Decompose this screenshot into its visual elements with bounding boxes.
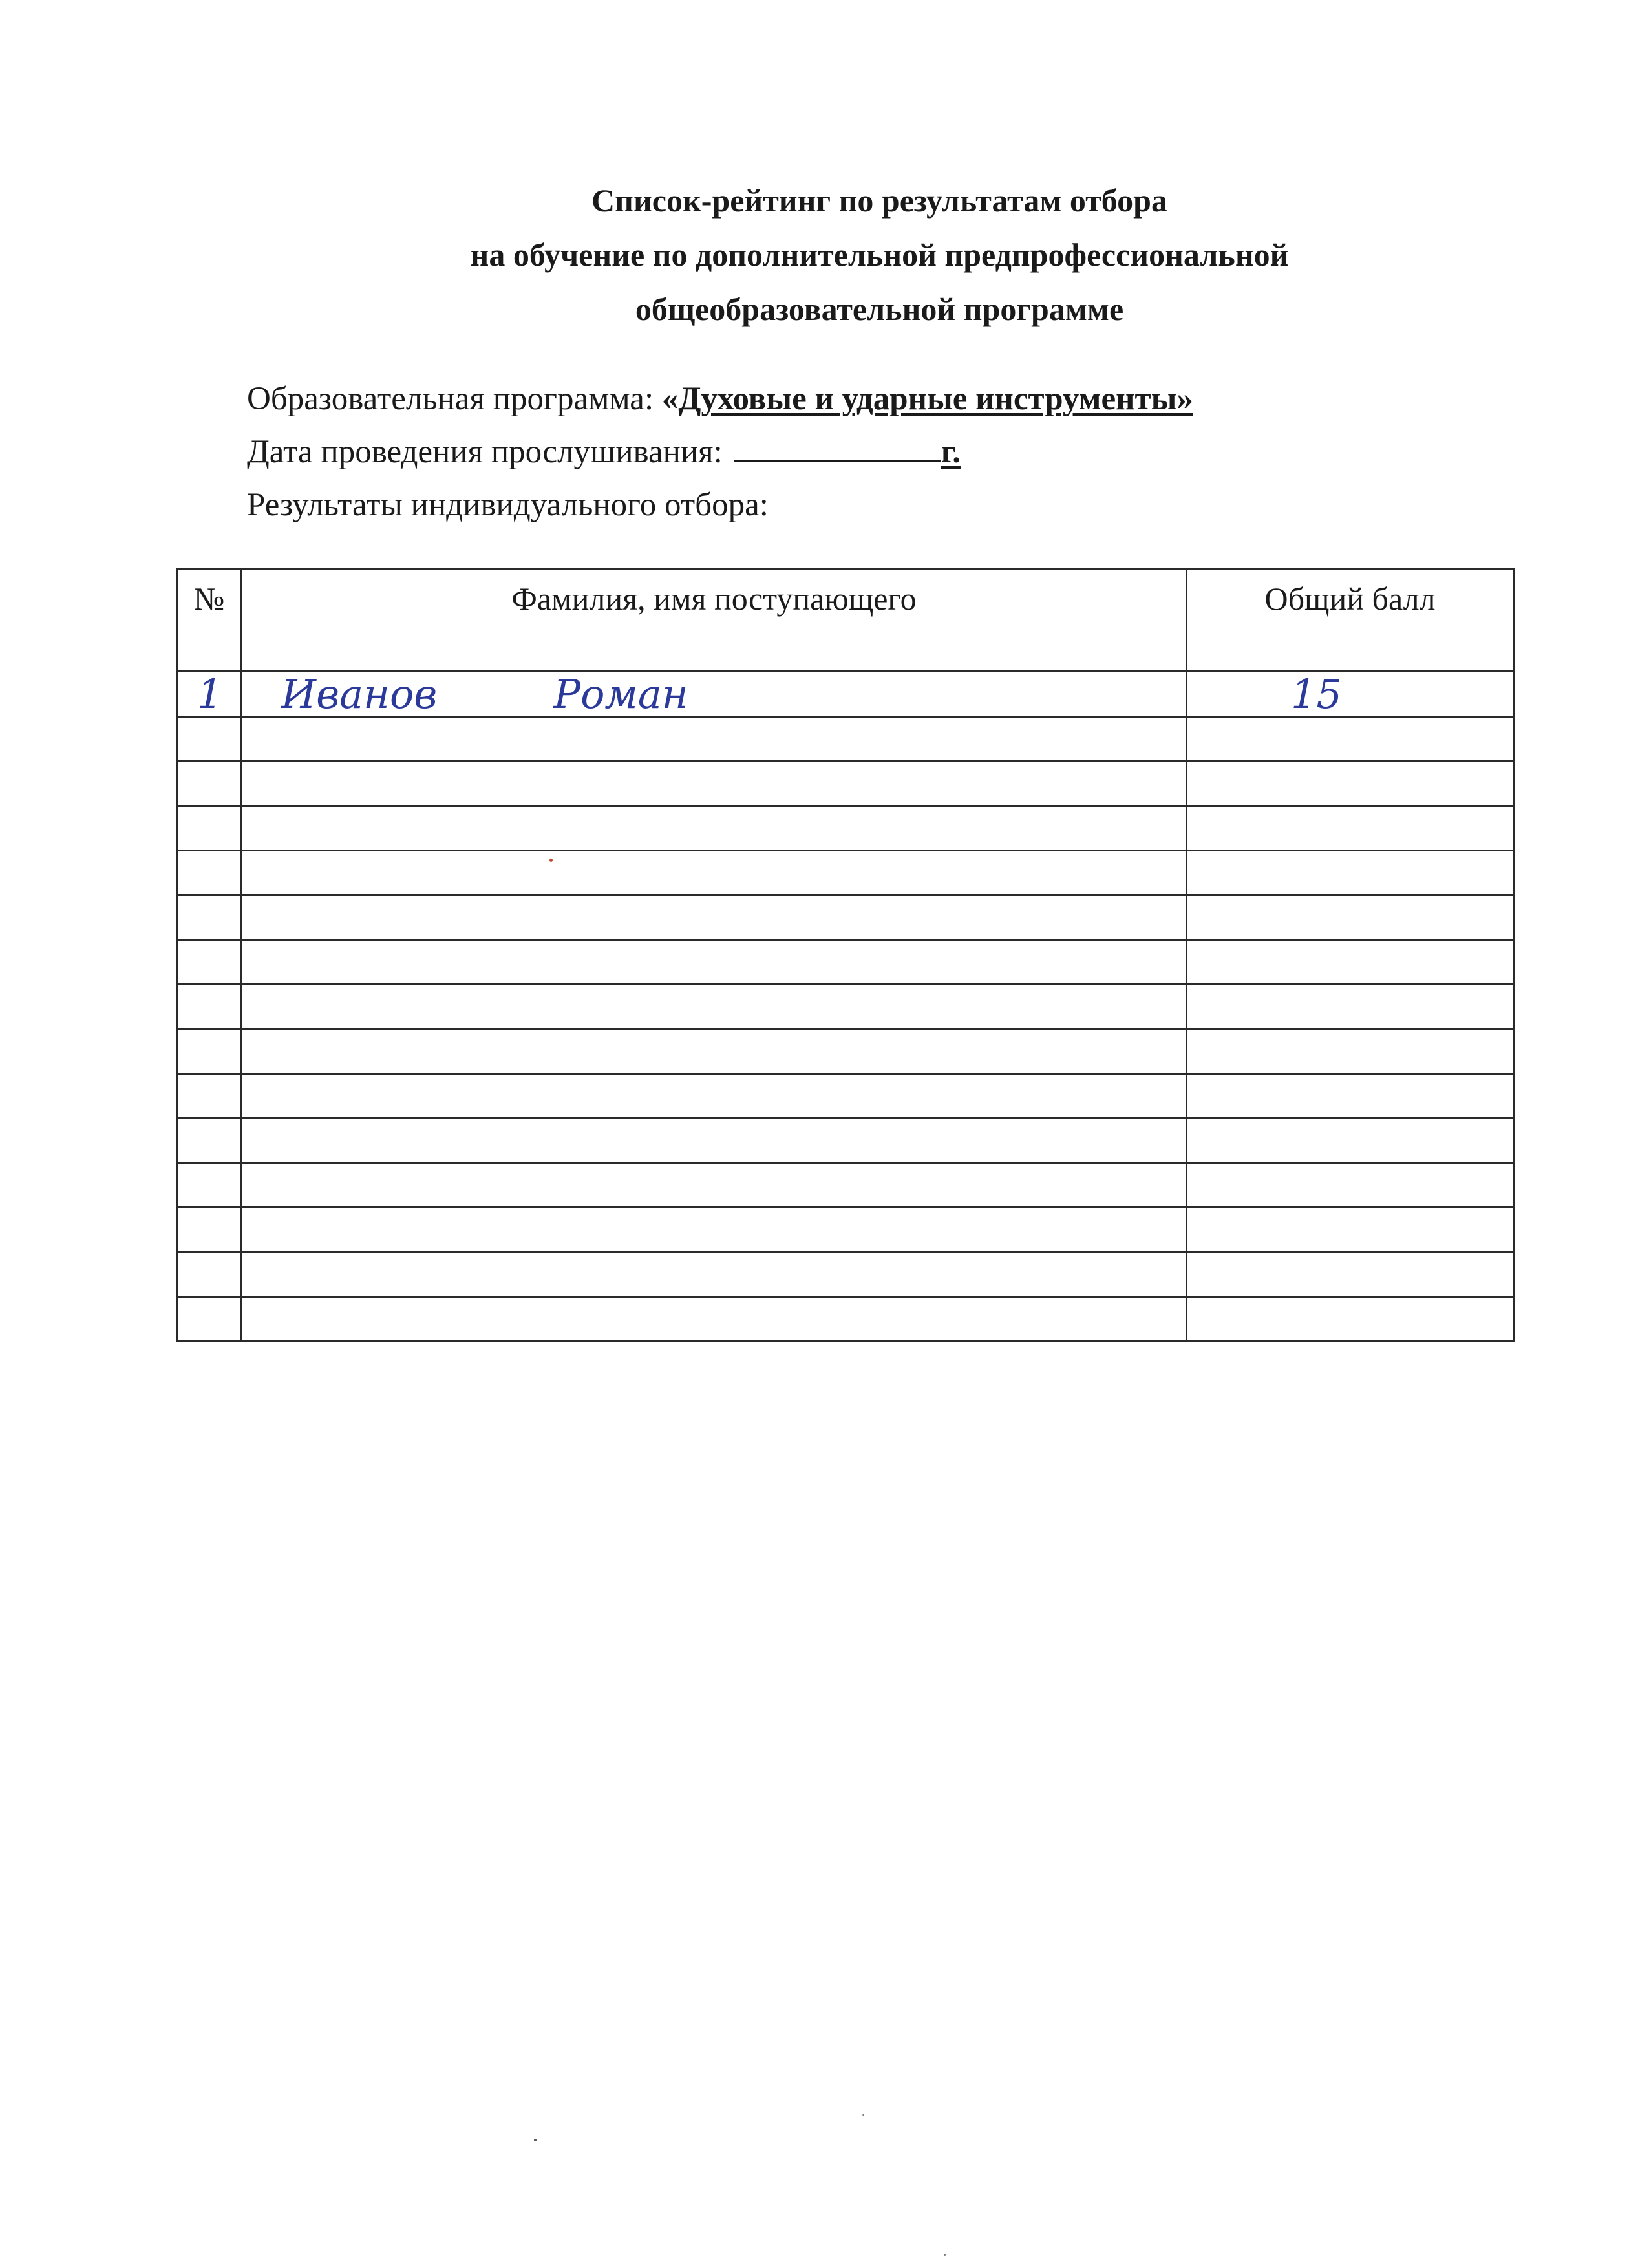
handwritten-number xyxy=(178,1072,197,1119)
cell-number xyxy=(177,985,242,1029)
cell-name xyxy=(242,1074,1187,1118)
table-row xyxy=(177,1208,1514,1252)
cell-score xyxy=(1187,1208,1514,1252)
cell-number xyxy=(177,1163,242,1208)
table-row xyxy=(177,851,1514,895)
handwritten-number xyxy=(178,715,197,762)
table-row xyxy=(177,717,1514,762)
handwritten-number xyxy=(178,893,197,941)
cell-number xyxy=(177,1208,242,1252)
table-row xyxy=(177,1252,1514,1297)
handwritten-number xyxy=(178,1250,197,1298)
table-row xyxy=(177,940,1514,985)
cell-number xyxy=(177,1252,242,1297)
handwritten-number: 1 xyxy=(197,670,223,718)
cell-score xyxy=(1187,985,1514,1029)
cell-name xyxy=(242,1118,1187,1163)
handwritten-score: 15 xyxy=(1291,670,1342,718)
table-row xyxy=(177,672,1514,717)
table-row xyxy=(177,1297,1514,1342)
cell-number xyxy=(177,1029,242,1074)
title-line-3: общеобразовательной программе xyxy=(635,291,1124,327)
cell-name xyxy=(242,851,1187,895)
table-header-row xyxy=(177,569,1514,672)
title-line-2: на обучение по дополнительной предпрофессиональной xyxy=(470,237,1289,273)
cell-name xyxy=(242,762,1187,806)
results-table xyxy=(176,568,1515,1342)
cell-name xyxy=(242,1297,1187,1342)
document-title xyxy=(0,173,1649,336)
scan-speck xyxy=(534,2139,537,2141)
cell-score xyxy=(1187,851,1514,895)
table-body xyxy=(177,672,1514,1342)
table-row xyxy=(177,985,1514,1029)
cell-name xyxy=(242,940,1187,985)
program-label: Образовательная программа: xyxy=(247,381,662,417)
table-row xyxy=(177,1029,1514,1074)
handwritten-number xyxy=(178,983,197,1030)
cell-score xyxy=(1187,672,1514,717)
cell-score xyxy=(1187,1252,1514,1297)
table-row xyxy=(177,806,1514,851)
cell-number xyxy=(177,717,242,762)
scan-speck xyxy=(944,2254,946,2256)
date-label: Дата проведения прослушивания: xyxy=(247,434,723,470)
cell-name xyxy=(242,717,1187,762)
header-score: Общий балл xyxy=(1187,569,1514,672)
cell-number xyxy=(177,851,242,895)
cell-name xyxy=(242,1029,1187,1074)
handwritten-number xyxy=(178,1027,197,1075)
handwritten-number xyxy=(178,849,197,896)
cell-score xyxy=(1187,1029,1514,1074)
handwritten-number xyxy=(178,1206,197,1253)
cell-name xyxy=(242,672,1187,717)
cell-name xyxy=(242,1208,1187,1252)
program-value: Духовые и ударные инструменты» xyxy=(678,381,1193,417)
cell-score xyxy=(1187,806,1514,851)
scan-speck xyxy=(549,859,553,862)
cell-score xyxy=(1187,1163,1514,1208)
cell-score xyxy=(1187,1297,1514,1342)
cell-number xyxy=(177,895,242,940)
header-number: № xyxy=(177,569,242,672)
cell-name xyxy=(242,1252,1187,1297)
handwritten-first-name: Роман xyxy=(553,670,688,718)
table-row xyxy=(177,762,1514,806)
cell-number xyxy=(177,940,242,985)
cell-number xyxy=(177,1118,242,1163)
cell-number xyxy=(177,1074,242,1118)
date-line xyxy=(247,425,1193,478)
table-row xyxy=(177,1118,1514,1163)
cell-name xyxy=(242,895,1187,940)
handwritten-number xyxy=(178,760,197,807)
handwritten-number xyxy=(178,1161,197,1208)
info-block xyxy=(247,372,1193,531)
cell-number xyxy=(177,1297,242,1342)
cell-name xyxy=(242,1163,1187,1208)
title-line-1: Список-рейтинг по результатам отбора xyxy=(591,182,1167,219)
date-blank-field xyxy=(734,431,941,462)
cell-score xyxy=(1187,940,1514,985)
cell-score xyxy=(1187,1118,1514,1163)
cell-name xyxy=(242,806,1187,851)
program-line xyxy=(247,372,1193,425)
table-row xyxy=(177,895,1514,940)
results-label: Результаты индивидуального отбора: xyxy=(247,487,769,523)
handwritten-number xyxy=(178,804,197,851)
table-row xyxy=(177,1163,1514,1208)
handwritten-number xyxy=(178,938,197,985)
cell-name xyxy=(242,985,1187,1029)
cell-score xyxy=(1187,1074,1514,1118)
cell-number xyxy=(177,806,242,851)
handwritten-surname: Иванов xyxy=(281,670,438,718)
cell-score xyxy=(1187,717,1514,762)
handwritten-number xyxy=(178,1295,197,1342)
cell-number xyxy=(177,762,242,806)
scan-speck xyxy=(862,2114,864,2116)
table-row xyxy=(177,1074,1514,1118)
date-suffix: г. xyxy=(941,434,961,470)
header-name: Фамилия, имя поступающего xyxy=(242,569,1187,672)
cell-score xyxy=(1187,895,1514,940)
program-open-quote: « xyxy=(661,381,679,417)
cell-score xyxy=(1187,762,1514,806)
handwritten-number xyxy=(178,1117,197,1164)
cell-number xyxy=(177,672,242,717)
